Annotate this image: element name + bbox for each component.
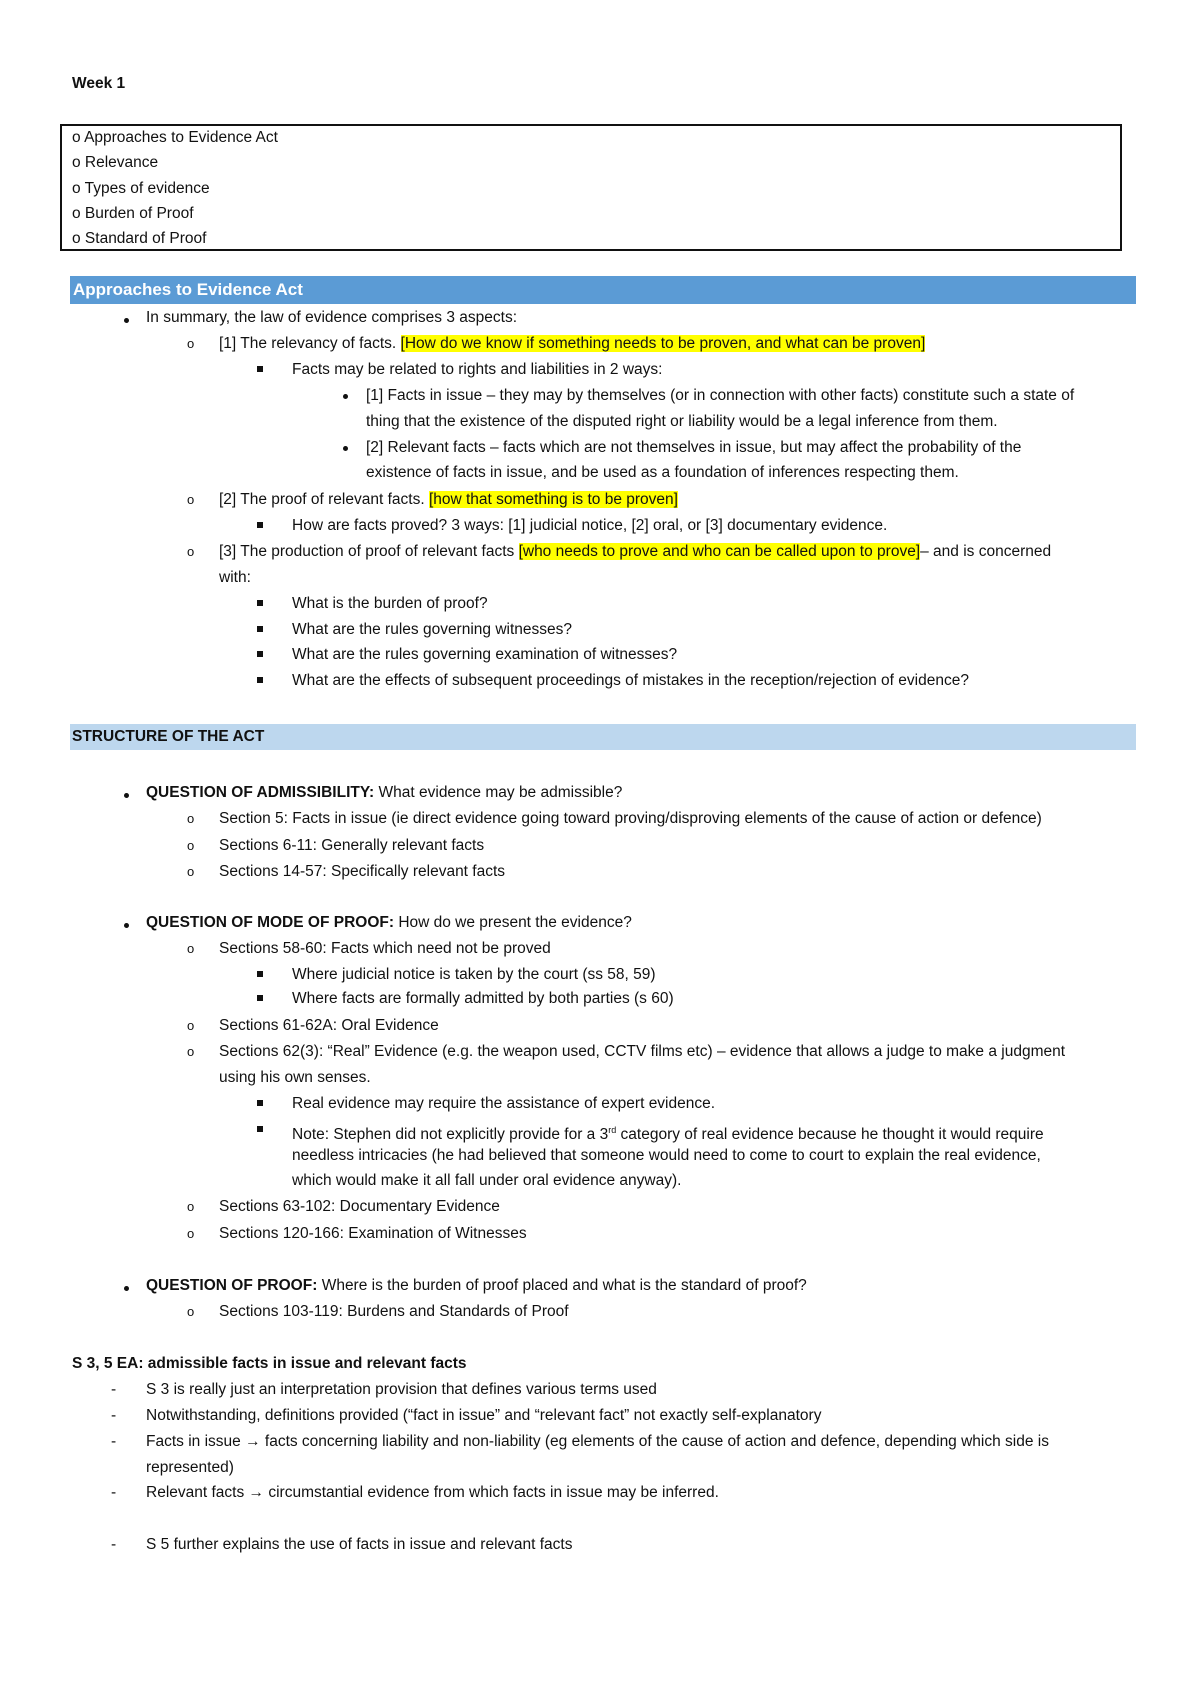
stephen-note-line: which would make it all fall under oral evidence anyway). [292,1172,682,1189]
bullet-o: o [187,1018,195,1033]
bullet-o: o [187,1304,195,1319]
facts-in-issue-line: thing that the existence of the disputed right or liability would be a legal inference from them. [366,413,998,430]
topic-item: o Approaches to Evidence Act [72,129,278,146]
list-item: Relevant facts → circumstantial evidence from which facts in issue may be inferred. [146,1484,719,1501]
aspect-3-line: with: [219,569,251,586]
section-heading-structure: STRUCTURE OF THE ACT [70,724,1136,750]
bullet-o: o [187,1199,195,1214]
topic-item: o Standard of Proof [72,230,207,247]
list-item-line: using his own senses. [219,1069,371,1086]
stephen-note-line: needless intricacies (he had believed that someone would need to come to court to explain the real evidence, [292,1147,1041,1164]
dash-bullet: - [111,1433,117,1450]
aspect-2-sub: How are facts proved? 3 ways: [1] judicial notice, [2] oral, or [3] documentary evidence. [292,517,888,534]
bullet-square [257,677,263,683]
list-item: Real evidence may require the assistance of expert evidence. [292,1095,716,1112]
topic-item: o Relevance [72,154,159,171]
arrow-icon: → [245,1433,261,1450]
bullet-square [257,995,263,1001]
bullet-o: o [187,811,195,826]
arrow-icon: → [248,1484,265,1501]
aspect-1-sub: Facts may be related to rights and liabilities in 2 ways: [292,361,663,378]
list-item: Sections 6-11: Generally relevant facts [219,837,485,854]
topic-item: o Types of evidence [72,180,210,197]
bullet-o: o [187,941,195,956]
dash-bullet: - [111,1536,117,1553]
list-item: Where judicial notice is taken by the court (ss 58, 59) [292,966,656,983]
highlight: [who needs to prove and who can be called upon to prove] [518,543,921,560]
topic-item: o Burden of Proof [72,205,194,222]
bullet-square [257,1100,263,1106]
list-item: Sections 63-102: Documentary Evidence [219,1198,500,1215]
aspect-3: [3] The production of proof of relevant facts [who needs to prove and who can be called upon to prove]– and is concerned [219,543,1052,560]
list-item: Sections 62(3): “Real” Evidence (e.g. the weapon used, CCTV films etc) – evidence that allows a judge to make a judgment [219,1043,1066,1060]
dash-bullet: - [111,1381,117,1398]
bullet-o: o [187,336,195,351]
bullet-square [257,600,263,606]
aspect-2: [2] The proof of relevant facts. [how that something is to be proven] [219,491,678,508]
highlight: [How do we know if something needs to be proven, and what can be proven] [400,335,926,352]
bullet-dot [124,793,129,798]
bullet-square [257,366,263,372]
bullet-o: o [187,864,195,879]
aspect-1: [1] The relevancy of facts. [How do we know if something needs to be proven, and what can be proven] [219,335,926,352]
bullet-square [257,626,263,632]
list-item: Where facts are formally admitted by both parties (s 60) [292,990,674,1007]
topics-box [60,124,1122,251]
list-item: Sections 120-166: Examination of Witnesses [219,1225,527,1242]
highlight: [how that something is to be proven] [428,491,678,508]
bullet-o: o [187,544,195,559]
intro-text: In summary, the law of evidence comprises 3 aspects: [146,309,518,326]
list-item-line: represented) [146,1459,234,1476]
question-admissibility: QUESTION OF ADMISSIBILITY: What evidence may be admissible? [146,784,623,801]
bullet-square [257,651,263,657]
list-item: Sections 61-62A: Oral Evidence [219,1017,439,1034]
bullet-dot [124,923,129,928]
dash-bullet: - [111,1407,117,1424]
list-item: S 5 further explains the use of facts in issue and relevant facts [146,1536,573,1553]
bullet-o: o [187,1044,195,1059]
bullet-dot [343,446,348,451]
relevant-facts-line: [2] Relevant facts – facts which are not themselves in issue, but may affect the probability of the [366,439,1022,456]
dash-bullet: - [111,1484,117,1501]
bullet-dot [124,1286,129,1291]
week-title: Week 1 [72,75,126,92]
facts-in-issue-line: [1] Facts in issue – they may by themselves (or in connection with other facts) constitute such a state of [366,387,1075,404]
list-item: What are the effects of subsequent proceedings of mistakes in the reception/rejection of evidence? [292,672,969,689]
list-item: S 3 is really just an interpretation provision that defines various terms used [146,1381,657,1398]
bullet-dot [124,318,129,323]
section-heading-approaches: Approaches to Evidence Act [70,276,1136,304]
bullet-o: o [187,1226,195,1241]
list-item: Sections 14-57: Specifically relevant facts [219,863,506,880]
relevant-facts-line: existence of facts in issue, and be used as a foundation of inferences respecting them. [366,464,959,481]
list-item: Facts in issue → facts concerning liability and non-liability (eg elements of the cause of action and defence, depending which side is [146,1433,1049,1450]
list-item: Notwithstanding, definitions provided (“fact in issue” and “relevant fact” not exactly self-explanatory [146,1407,822,1424]
stephen-note: Note: Stephen did not explicitly provide for a 3rd category of real evidence because he thought it would require [292,1125,1044,1144]
question-mode-of-proof: QUESTION OF MODE OF PROOF: How do we present the evidence? [146,914,632,931]
bullet-square [257,1126,263,1132]
bullet-o: o [187,492,195,507]
list-item: Sections 103-119: Burdens and Standards of Proof [219,1303,569,1320]
question-proof: QUESTION OF PROOF: Where is the burden of proof placed and what is the standard of proof? [146,1277,807,1294]
list-item: Sections 58-60: Facts which need not be proved [219,940,551,957]
bullet-square [257,971,263,977]
bullet-square [257,522,263,528]
bullet-dot [343,394,348,399]
section-heading-s3-s5: S 3, 5 EA: admissible facts in issue and relevant facts [72,1355,467,1372]
bullet-o: o [187,838,195,853]
list-item: What are the rules governing examination of witnesses? [292,646,678,663]
list-item: What is the burden of proof? [292,595,488,612]
list-item: What are the rules governing witnesses? [292,621,573,638]
list-item: Section 5: Facts in issue (ie direct evidence going toward proving/disproving elements of the cause of action or defence) [219,810,1042,827]
